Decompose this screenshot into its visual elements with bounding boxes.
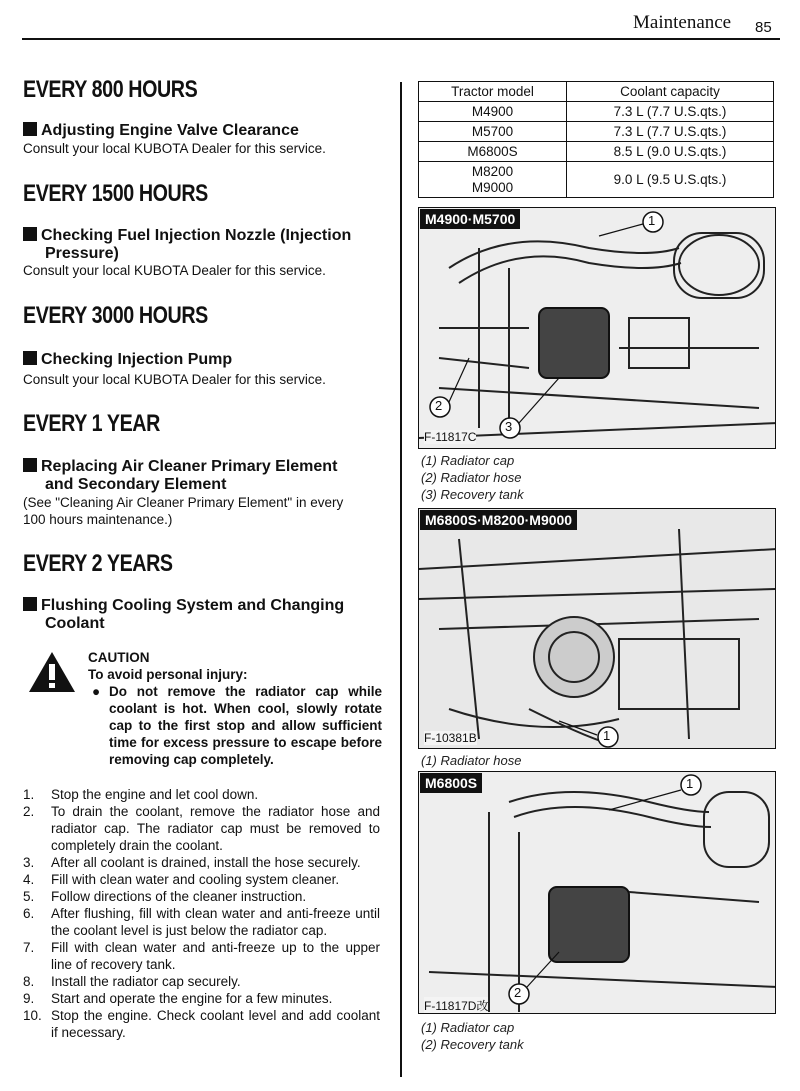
injection-nozzle-text: Consult your local KUBOTA Dealer for this service. [23, 263, 326, 278]
table-cell-model: M5700 [419, 122, 567, 142]
table-row [419, 162, 774, 198]
step-item: 5. Follow directions of the cleaner instruction. [23, 889, 307, 904]
figure-m6800s-m8200-m9000 [418, 508, 776, 749]
caution-bullet: ● Do not remove the radiator cap while coolant is hot. When cool, slowly rotate cap to the first stop and allow sufficient time for excess pressure to escape before removing cap completely. [92, 684, 382, 767]
callout-number: 3 [505, 419, 513, 434]
subheading-air-cleaner: Replacing Air Cleaner Primary Element and Secondary Element [23, 458, 379, 494]
page-number: 85 [755, 19, 772, 36]
injection-pump-text: Consult your local KUBOTA Dealer for this service. [23, 372, 326, 387]
step-item: 2. To drain the coolant, remove the radiator hose and radiator cap. The radiator cap must be removed to completely drain the coolant. [23, 804, 380, 853]
figure-code: F-11817C [424, 430, 477, 444]
heading-every-3000-hours: EVERY 3000 HOURS [23, 302, 208, 329]
callout-number: 2 [435, 398, 443, 413]
square-bullet-icon [23, 122, 37, 136]
figure-3-captions: (1) Radiator cap (2) Recovery tank [421, 1020, 524, 1052]
subheading-injection-nozzle: Checking Fuel Injection Nozzle (Injection Pressure) [23, 227, 379, 263]
subheading-flushing-cooling: Flushing Cooling System and Changing Coolant [23, 597, 379, 633]
table-cell-capacity: 9.0 L (9.5 U.S.qts.) [567, 162, 774, 198]
step-item: 9. Start and operate the engine for a few minutes. [23, 991, 333, 1006]
engine-illustration-3 [419, 772, 776, 1014]
table-cell-model: M6800S [419, 142, 567, 162]
callout-number: 2 [514, 985, 522, 1000]
subheading-injection-pump: Checking Injection Pump [23, 351, 379, 369]
figure-2-captions: (1) Radiator hose [421, 753, 522, 768]
step-item: 3. After all coolant is drained, install the hose securely. [23, 855, 361, 870]
figure-1-captions: (1) Radiator cap (2) Radiator hose (3) Recovery tank [421, 453, 524, 502]
table-row [419, 142, 774, 162]
valve-clearance-text: Consult your local KUBOTA Dealer for this service. [23, 141, 326, 156]
subheading-valve-clearance: Adjusting Engine Valve Clearance [23, 122, 379, 140]
step-item: 4. Fill with clean water and cooling system cleaner. [23, 872, 340, 887]
column-divider [400, 82, 402, 1077]
step-item: 8. Install the radiator cap securely. [23, 974, 241, 989]
table-cell-model: M8200 M9000 [419, 162, 567, 198]
procedure-steps [23, 786, 380, 1041]
step-item: 7. Fill with clean water and anti-freeze up to the upper line of recovery tank. [23, 940, 380, 972]
caution-subtitle: To avoid personal injury: [88, 667, 248, 682]
table-header-capacity: Coolant capacity [567, 82, 774, 102]
callout-number: 1 [648, 213, 656, 228]
table-row [419, 102, 774, 122]
step-item: 10. Stop the engine. Check coolant level and add coolant if necessary. [23, 1008, 380, 1040]
table-row [419, 122, 774, 142]
figure-code: F-11817D改 [424, 999, 489, 1013]
step-item: 1. Stop the engine and let cool down. [23, 787, 259, 802]
caution-warning-icon [28, 651, 76, 693]
heading-every-800-hours: EVERY 800 HOURS [23, 76, 198, 103]
engine-illustration-2 [419, 509, 776, 749]
coolant-capacity-table [418, 81, 774, 198]
heading-every-1-year: EVERY 1 YEAR [23, 410, 160, 437]
engine-illustration-1 [419, 208, 776, 449]
figure-model-label: M6800S [420, 773, 482, 793]
callout-number: 1 [686, 776, 694, 791]
heading-every-1500-hours: EVERY 1500 HOURS [23, 180, 208, 207]
callout-number: 1 [603, 728, 611, 743]
square-bullet-icon [23, 458, 37, 472]
figure-model-label: M4900·M5700 [420, 209, 520, 229]
square-bullet-icon [23, 227, 37, 241]
table-header-row [419, 82, 774, 102]
table-cell-capacity: 7.3 L (7.7 U.S.qts.) [567, 122, 774, 142]
table-cell-capacity: 7.3 L (7.7 U.S.qts.) [567, 102, 774, 122]
table-cell-capacity: 8.5 L (9.0 U.S.qts.) [567, 142, 774, 162]
square-bullet-icon [23, 597, 37, 611]
square-bullet-icon [23, 351, 37, 365]
header-rule [22, 38, 780, 40]
step-item: 6. After flushing, fill with clean water and anti-freeze until the coolant level is just below the radiator cap. [23, 906, 380, 938]
bullet-dot-icon: ● [92, 684, 101, 699]
table-header-model: Tractor model [419, 82, 567, 102]
table-cell-model: M4900 [419, 102, 567, 122]
figure-m6800s [418, 771, 776, 1014]
air-cleaner-text: (See "Cleaning Air Cleaner Primary Element" in every 100 hours maintenance.) [23, 495, 344, 527]
figure-m4900-m5700 [418, 207, 776, 449]
figure-code: F-10381B [424, 731, 477, 745]
heading-every-2-years: EVERY 2 YEARS [23, 550, 173, 577]
figure-model-label: M6800S·M8200·M9000 [420, 510, 577, 530]
caution-title: CAUTION [88, 650, 150, 665]
section-title: Maintenance [633, 12, 732, 33]
